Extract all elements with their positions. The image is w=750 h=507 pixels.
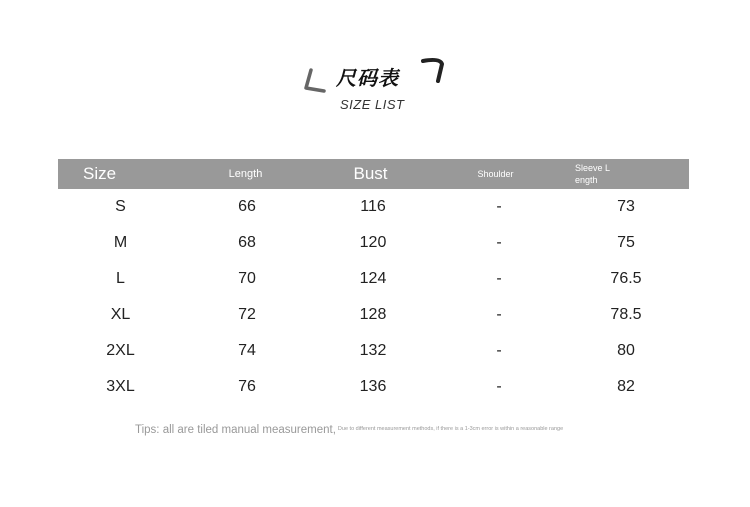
cell-sleeve: 73 — [617, 198, 635, 215]
header-bust: Bust — [353, 164, 388, 183]
cell-bust: 116 — [360, 198, 386, 215]
tips-main: Tips: all are tiled manual measurement, — [135, 424, 336, 436]
cell-length: 74 — [238, 342, 256, 359]
table-row — [58, 297, 689, 333]
cell-shoulder: - — [496, 342, 502, 359]
cell-sleeve: 76.5 — [610, 270, 642, 287]
table-row — [58, 261, 689, 297]
table-row — [58, 225, 689, 261]
cell-length: 76 — [238, 378, 256, 395]
tips-note — [135, 424, 563, 436]
cell-size: M — [113, 234, 128, 251]
cell-size: 3XL — [106, 378, 135, 395]
cell-sleeve: 75 — [617, 234, 635, 251]
cell-shoulder: - — [496, 378, 502, 395]
cell-shoulder: - — [496, 270, 502, 287]
title-block — [0, 52, 750, 122]
table-row — [58, 333, 689, 369]
cell-bust: 124 — [359, 270, 387, 287]
header-sleeve-label: Sleeve L ength — [575, 163, 610, 185]
header-shoulder: Shoulder — [477, 169, 514, 179]
header-sleeve-length — [563, 159, 689, 189]
page-subtitle: SIZE LIST — [340, 97, 405, 112]
cell-bust: 120 — [359, 234, 387, 251]
left-swoosh-icon — [302, 68, 326, 94]
page-title: 尺码表 — [336, 66, 399, 90]
cell-length: 68 — [238, 234, 256, 251]
cell-sleeve: 82 — [617, 378, 635, 395]
cell-length: 72 — [238, 306, 256, 323]
cell-bust: 132 — [359, 342, 387, 359]
table-row — [58, 189, 689, 225]
cell-size: XL — [110, 306, 131, 323]
cell-shoulder: - — [496, 198, 502, 215]
cell-bust: 128 — [359, 306, 387, 323]
cell-sleeve: 78.5 — [610, 306, 642, 323]
cell-size: S — [115, 198, 126, 215]
cell-shoulder: - — [496, 234, 502, 251]
cell-sleeve: 80 — [617, 342, 635, 359]
cell-size: 2XL — [106, 342, 135, 359]
right-swoosh-icon — [420, 56, 446, 84]
table-header — [58, 159, 689, 189]
cell-shoulder: - — [496, 306, 502, 323]
cell-length: 66 — [238, 198, 256, 215]
cell-size: L — [116, 270, 125, 287]
header-length: Length — [228, 168, 263, 180]
table-row — [58, 369, 689, 405]
header-size: Size — [83, 164, 117, 183]
cell-length: 70 — [238, 270, 256, 287]
tips-small-note: Due to different measurement methods, if there is a 1-3cm error is within a reasonable range — [337, 426, 564, 432]
size-table — [58, 159, 689, 405]
cell-bust: 136 — [359, 378, 387, 395]
